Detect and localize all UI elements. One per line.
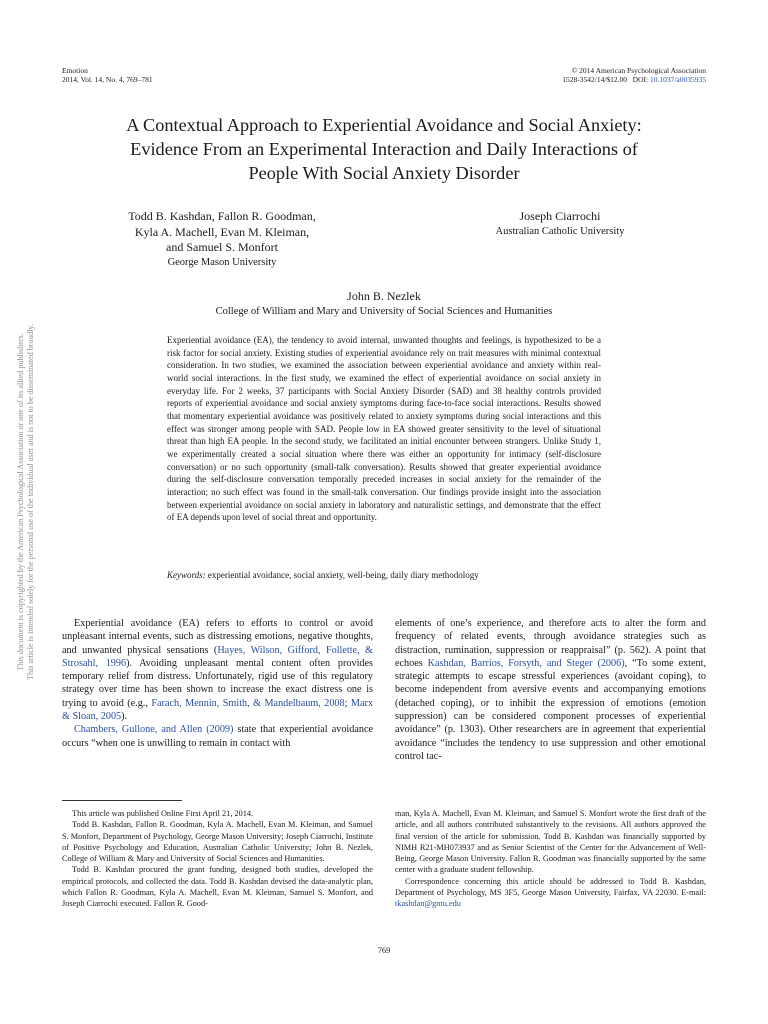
- body-column-right: [395, 617, 706, 763]
- footnote: Correspondence concerning this article should be addressed to Todd B. Kashdan, Department of Psychology, MS 3F5, George Mason University, Fairfax, VA 22030. E-mail: tkashdan@gmu.edu: [395, 876, 706, 909]
- sidebar-line-2: This article is intended solely for the personal use of the individual user and is not to be disseminated broadly.: [26, 324, 35, 680]
- doi-link[interactable]: 10.1037/a0035935: [649, 75, 706, 84]
- journal-name: Emotion: [62, 66, 88, 75]
- author-names-line-1: Todd B. Kashdan, Fallon R. Goodman,: [128, 209, 316, 223]
- footnotes-left: [62, 808, 373, 910]
- sidebar-line-1: This document is copyrighted by the American Psychological Association or one of its allied publishers.: [16, 333, 25, 671]
- author-affiliation: College of William and Mary and University of Social Sciences and Humanities: [215, 305, 553, 317]
- footnote: This article was published Online First April 21, 2014.: [72, 809, 254, 818]
- author-names-line-2: Kyla A. Machell, Evan M. Kleiman,: [134, 224, 310, 239]
- copyright-line: © 2014 American Psychological Association: [571, 66, 706, 75]
- footnote: Todd B. Kashdan procured the grant funding, designed both studies, developed the empirical protocols, and collected the data. Todd B. Kashdan devised the data-analytic plan, which Fallon R. Goodman, Kyla A. Machell, Evan M. Kleiman, Samuel S. Monfort, and Joseph Ciarrochi executed. Fallon R. Good-: [62, 865, 373, 909]
- footnotes-right: [395, 808, 706, 910]
- body-paragraph: Chambers, Gullone, and Allen (2009) state that experiential avoidance occurs “when one is unwilling to remain in contact with: [62, 724, 373, 749]
- citation-link[interactable]: Marx & Sloan, 2005: [62, 697, 373, 723]
- title-line-1: A Contextual Approach to Experiential Avoidance and Social Anxiety:: [126, 115, 642, 135]
- keywords-text: experiential avoidance, social anxiety, well-being, daily diary methodology: [207, 570, 479, 580]
- footnote: man, Kyla A. Machell, Evan M. Kleiman, and Samuel S. Monfort wrote the first draft of the article, and all authors contributed substantively to the revisions. All authors approved the final version of the article for submission. Todd B. Kashdan was financially supported by NIMH R21-MH073937 and as Senior Scientist of the Center for the Advancement of Well-Being, George Mason University. Fallon R. Goodman was financially supported by the same center with a graduate student fellowship.: [395, 809, 706, 875]
- author-group-acu: [440, 209, 680, 239]
- citation-link[interactable]: Farach, Mennin, Smith, & Mandelbaum, 2008: [151, 697, 345, 709]
- author-group-gmu: [92, 209, 352, 270]
- keywords: [167, 569, 601, 581]
- author-group-wm: [100, 289, 668, 319]
- page-number: 769: [377, 946, 391, 955]
- email-link[interactable]: tkashdan@gmu.edu: [395, 899, 461, 909]
- abstract: Experiential avoidance (EA), the tendency to avoid internal, unwanted thoughts and feelings, is hypothesized to be a risk factor for social anxiety. Existing studies of experiential avoidance rely on trait measures with minimal contextual consideration. In two studies, we examined the association between experiential avoidance and anxiety within real-world social interactions. In the first study, we examined the effect of experiential avoidance on social anxiety in everyday life. For 2 weeks, 37 participants with Social Anxiety Disorder (SAD) and 38 healthy controls provided reports of experiential avoidance and social anxiety symptoms during face-to-face social interactions. Results showed that momentary experiential avoidance was positively related to anxiety symptoms during social interactions and this effect was stronger among people with SAD. People low in EA showed greater sensitivity to the level of situational threat than high EA people. In the second study, we facilitated an initial encounter between strangers. Unlike Study 1, we experimentally created a social situation where there was either an opportunity for intimacy (self-disclosure conversation) or no such opportunity (small-talk conversation). Results showed that greater experiential avoidance during the self-disclosure conversation temporally preceded increases in social anxiety for the remainder of the interaction; no such effect was found in the small-talk conversation. Our findings provide insight into the association between experiential avoidance on social anxiety in laboratory and naturalistic settings, and demonstrate that the effect of EA depends upon level of social threat and opportunity.: [167, 335, 601, 523]
- copyright-sidebar: [16, 282, 36, 722]
- author-affiliation: George Mason University: [167, 256, 277, 268]
- journal-header: [62, 66, 153, 84]
- citation-link[interactable]: Chambers, Gullone, and Allen (2009): [74, 724, 234, 736]
- footnote-rule: [62, 800, 182, 801]
- journal-citation: 2014, Vol. 14, No. 4, 769–781: [62, 75, 153, 84]
- footnote: Todd B. Kashdan, Fallon R. Goodman, Kyla A. Machell, Evan M. Kleiman, and Samuel S. Monfort, Department of Psychology, George Mason University; Joseph Ciarrochi, Institute of Positive Psychology and Education, Australian Catholic University; John B. Nezlek, College of William & Mary and University of Social Sciences and Humanities.: [62, 820, 373, 864]
- author-name: Joseph Ciarrochi: [519, 209, 601, 223]
- author-name: John B. Nezlek: [347, 289, 421, 303]
- title-line-3: People With Social Anxiety Disorder: [248, 163, 520, 183]
- doi-label: DOI:: [632, 75, 649, 84]
- issn-doi-line: [562, 75, 706, 84]
- citation-link[interactable]: Kashdan, Barrios, Forsyth, and Steger (2006): [427, 657, 625, 669]
- keywords-label: Keywords:: [167, 570, 206, 580]
- title-line-2: Evidence From an Experimental Interaction and Daily Interactions of: [130, 139, 638, 159]
- body-paragraph: elements of one’s experience, and therefore acts to alter the form and frequency of related events, through avoidance strategies such as distraction, rumination, suppression or reappraisal” (p. 562). A point that echoes Kashdan, Barrios, Forsyth, and Steger (2006), “To some extent, strategic attempts to escape stressful experiences (avoidant coping), to become independent from aversive events and accompanying emotions (detached coping), or to inhibit the expression of emotions (emotion suppression) can be considered component processes of experiential avoidance” (p. 1303). Other researchers are in agreement that experiential avoidance “includes the tendency to use suppression and other emotional control tac-: [395, 618, 707, 762]
- copyright-header: [562, 66, 706, 84]
- author-names-line-3: and Samuel S. Monfort: [166, 240, 278, 254]
- article-title: [70, 113, 698, 185]
- body-paragraph: Experiential avoidance (EA) refers to efforts to control or avoid unpleasant internal events, such as distressing emotions, negative thoughts, and unwanted physical sensations (Hayes, Wilson, Gifford, Follette, & Strosahl, 1996). Avoiding unpleasant mental content often provides temporary relief from distress. Unfortunately, rigid use of this regulatory strategy over time has been shown to increase the exact distress one is trying to avoid (e.g., Farach, Mennin, Smith, & Mandelbaum, 2008; Marx & Sloan, 2005).: [62, 618, 373, 723]
- body-column-left: [62, 617, 373, 750]
- author-affiliation: Australian Catholic University: [495, 225, 625, 237]
- issn: 1528-3542/14/$12.00: [562, 75, 628, 84]
- citation-link[interactable]: Hayes, Wilson, Gifford, Follette, & Strosahl, 1996: [62, 644, 373, 669]
